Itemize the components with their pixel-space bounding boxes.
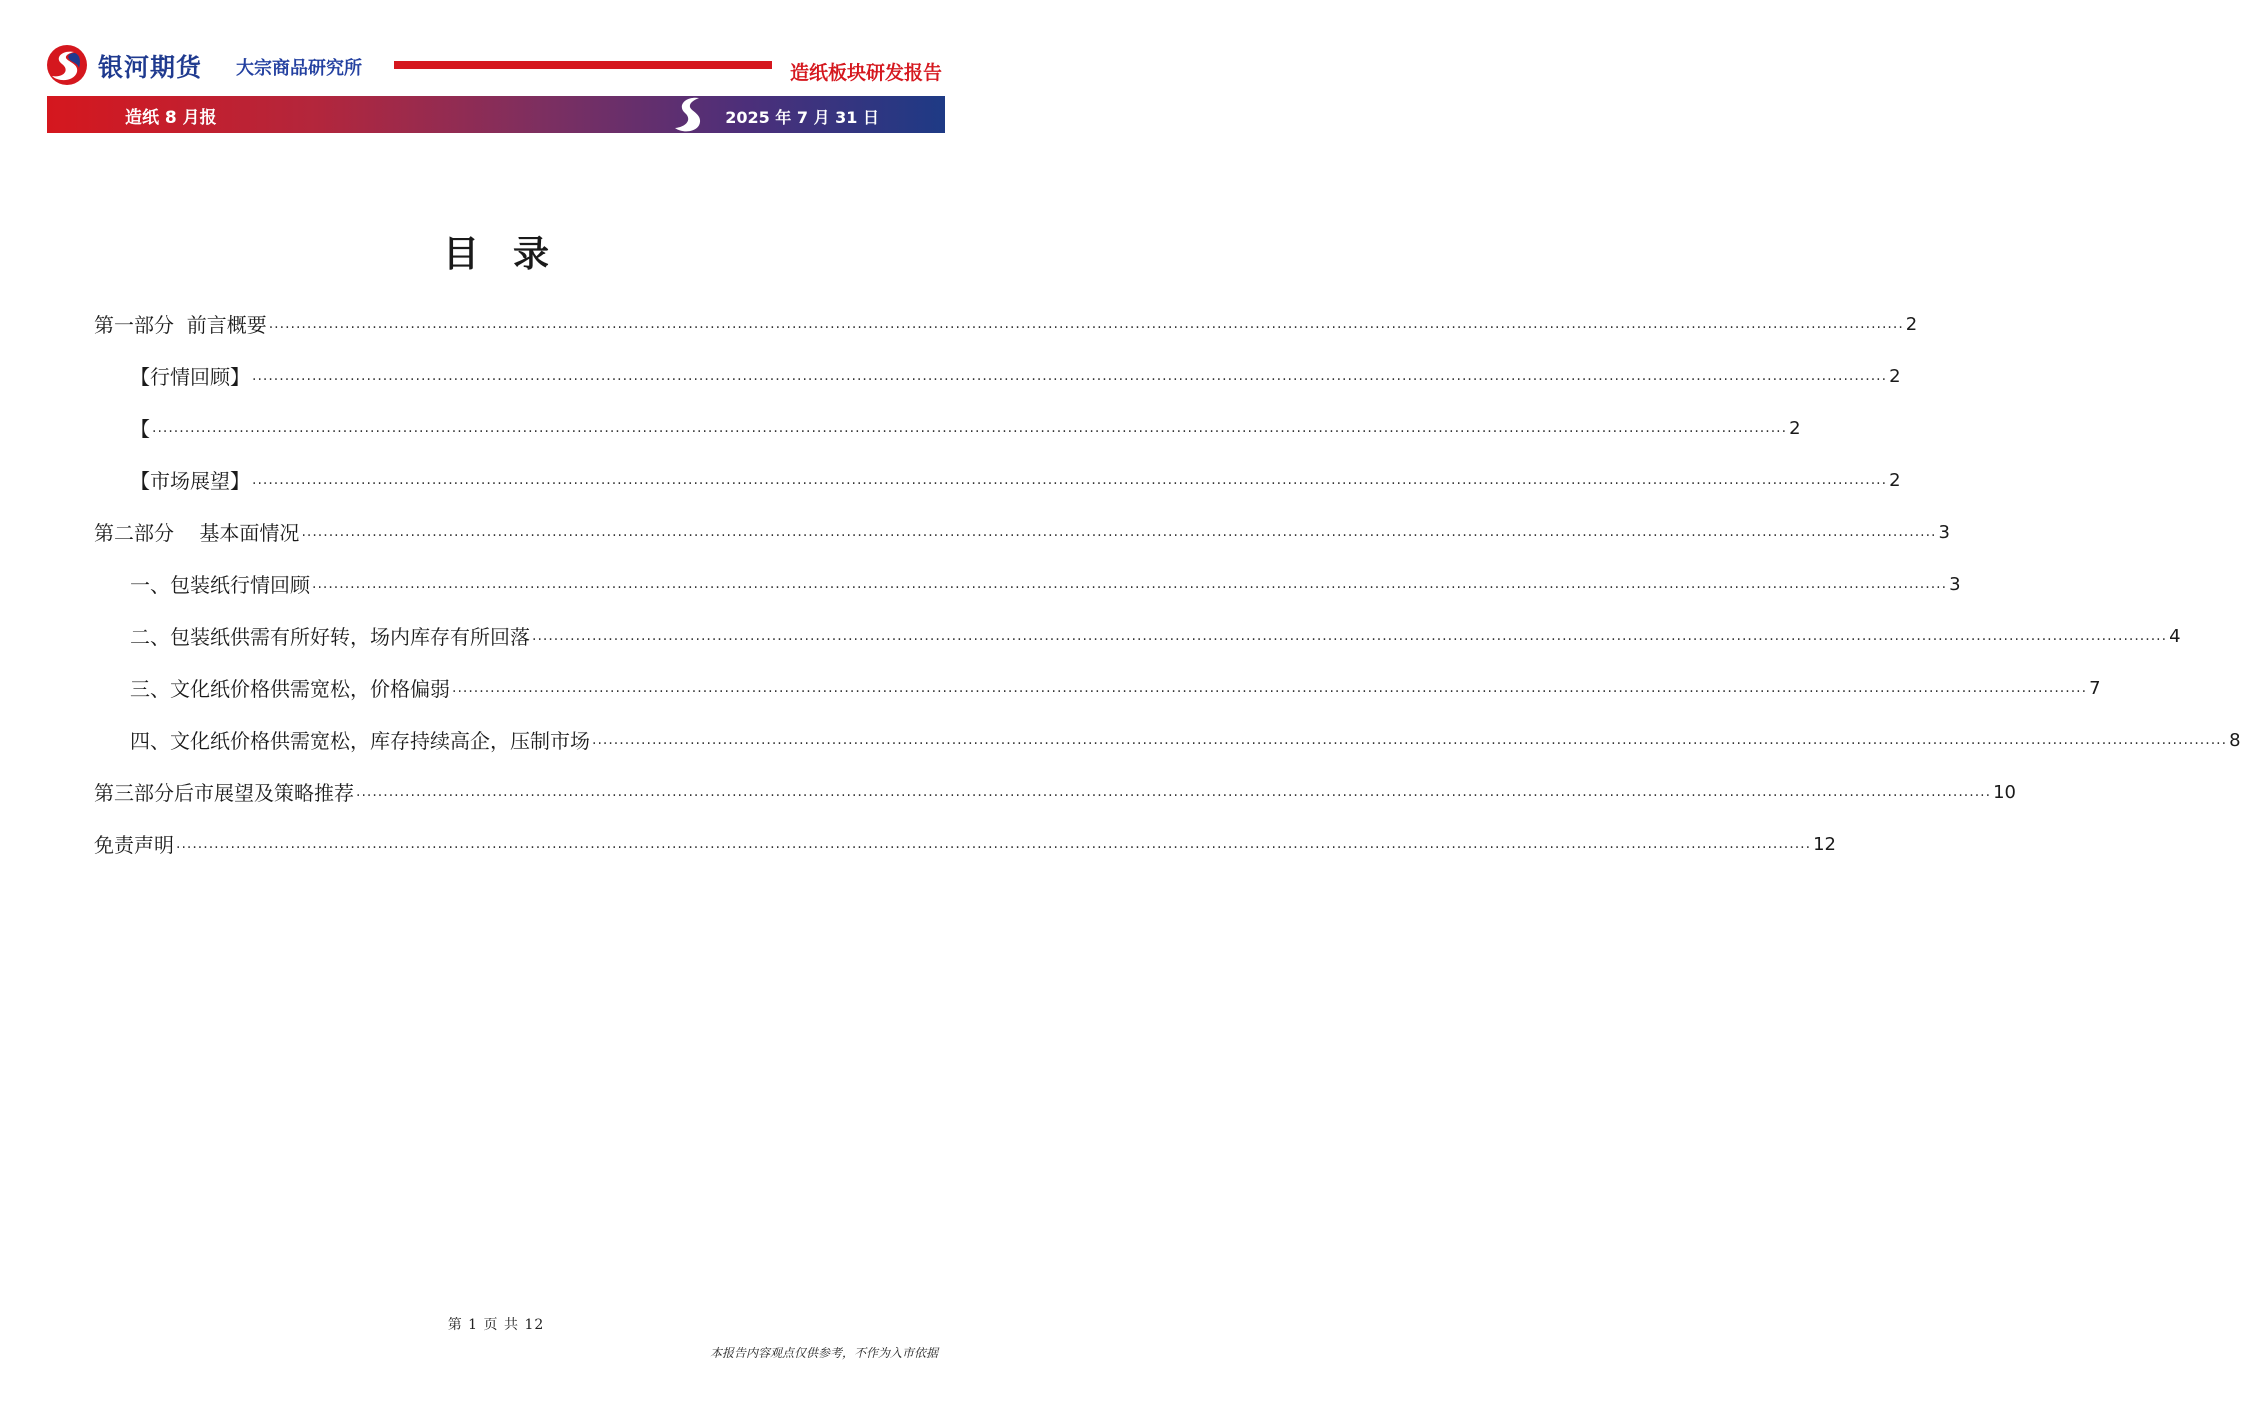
toc-entry-page: 4 (2169, 626, 2181, 647)
header-banner (47, 96, 945, 133)
report-type-label: 造纸板块研发报告 (790, 62, 943, 84)
report-series-label: 造纸 8 月报 (125, 108, 217, 128)
toc-entry-label: 【市场展望】 (130, 469, 250, 493)
toc-entry[interactable] (94, 669, 2101, 703)
toc-entry[interactable] (94, 773, 2016, 807)
toc-entry-page: 8 (2229, 730, 2241, 751)
toc-entry-label: 【 (130, 417, 150, 441)
toc-entry-label: 二、包装纸供需有所好转，场内库存有所回落 (130, 625, 530, 649)
toc-leader-dots: ............................................................................................................................................................................................................................................................................................................ (268, 316, 1904, 332)
toc-entry-page: 10 (1993, 782, 2016, 803)
toc-entry-label: 第一部分 前言概要 (94, 313, 267, 337)
toc-leader-dots: ............................................................................................................................................................................................................................................................................................................ (176, 836, 1812, 852)
toc-entry[interactable] (94, 721, 2241, 755)
report-date: 2025 年 7 月 31 日 (725, 108, 879, 127)
page-number: 第 1 页 共 12 (447, 1317, 545, 1333)
toc-entry-label: 三、文化纸价格供需宽松，价格偏弱 (130, 677, 450, 701)
toc-entry[interactable] (94, 825, 1836, 859)
institute-name: 大宗商品研究所 (236, 58, 362, 79)
toc-entry-label: 免责声明 (94, 833, 174, 857)
toc-entry-page: 12 (1813, 834, 1836, 855)
toc-entry-page: 3 (1938, 522, 1950, 543)
toc-entry-page: 7 (2089, 678, 2101, 699)
brand-name: 银河期货 (98, 53, 203, 82)
toc-entry-label: 四、文化纸价格供需宽松，库存持续高企，压制市场 (130, 729, 590, 753)
toc-leader-dots: ............................................................................................................................................................................................................................................................................................................ (592, 732, 2228, 748)
toc-title: 目录 (442, 234, 583, 275)
toc-entry[interactable] (94, 565, 1961, 599)
toc-leader-dots: ............................................................................................................................................................................................................................................................................................................ (532, 628, 2168, 644)
toc-leader-dots: ............................................................................................................................................................................................................................................................................................................ (152, 420, 1788, 436)
toc-entry-label: 第二部分 基本面情况 (94, 521, 300, 545)
toc-leader-dots: ............................................................................................................................................................................................................................................................................................................ (301, 524, 1937, 540)
toc-leader-dots: ............................................................................................................................................................................................................................................................................................................ (252, 368, 1888, 384)
header-divider (394, 61, 772, 69)
toc-entry-label: 一、包装纸行情回顾 (130, 573, 310, 597)
toc-entry-page: 2 (1889, 366, 1901, 387)
yinhe-logo-icon (44, 44, 90, 86)
report-header (0, 0, 992, 95)
toc-entry-label: 第三部分后市展望及策略推荐 (94, 781, 354, 805)
toc-leader-dots: ............................................................................................................................................................................................................................................................................................................ (356, 784, 1992, 800)
toc-entry-page: 2 (1905, 314, 1918, 335)
footer-disclaimer: 本报告内容观点仅供参考，不作为入市依据 (709, 1346, 938, 1360)
toc-entry[interactable] (94, 409, 1801, 443)
toc-entry[interactable] (94, 513, 1950, 547)
toc-leader-dots: ............................................................................................................................................................................................................................................................................................................ (312, 576, 1948, 592)
toc-entry[interactable] (94, 305, 1918, 339)
swirl-icon (669, 94, 709, 134)
toc-entry[interactable] (94, 617, 2181, 651)
toc-entry[interactable] (94, 461, 1901, 495)
toc-leader-dots: ............................................................................................................................................................................................................................................................................................................ (452, 680, 2088, 696)
toc-entry-page: 2 (1889, 470, 1901, 491)
toc-entry-page: 2 (1789, 418, 1801, 439)
toc-entry-page: 3 (1949, 574, 1961, 595)
toc-entry-label: 【行情回顾】 (130, 365, 250, 389)
toc-leader-dots: ............................................................................................................................................................................................................................................................................................................ (252, 472, 1888, 488)
toc-entry[interactable] (94, 357, 1901, 391)
